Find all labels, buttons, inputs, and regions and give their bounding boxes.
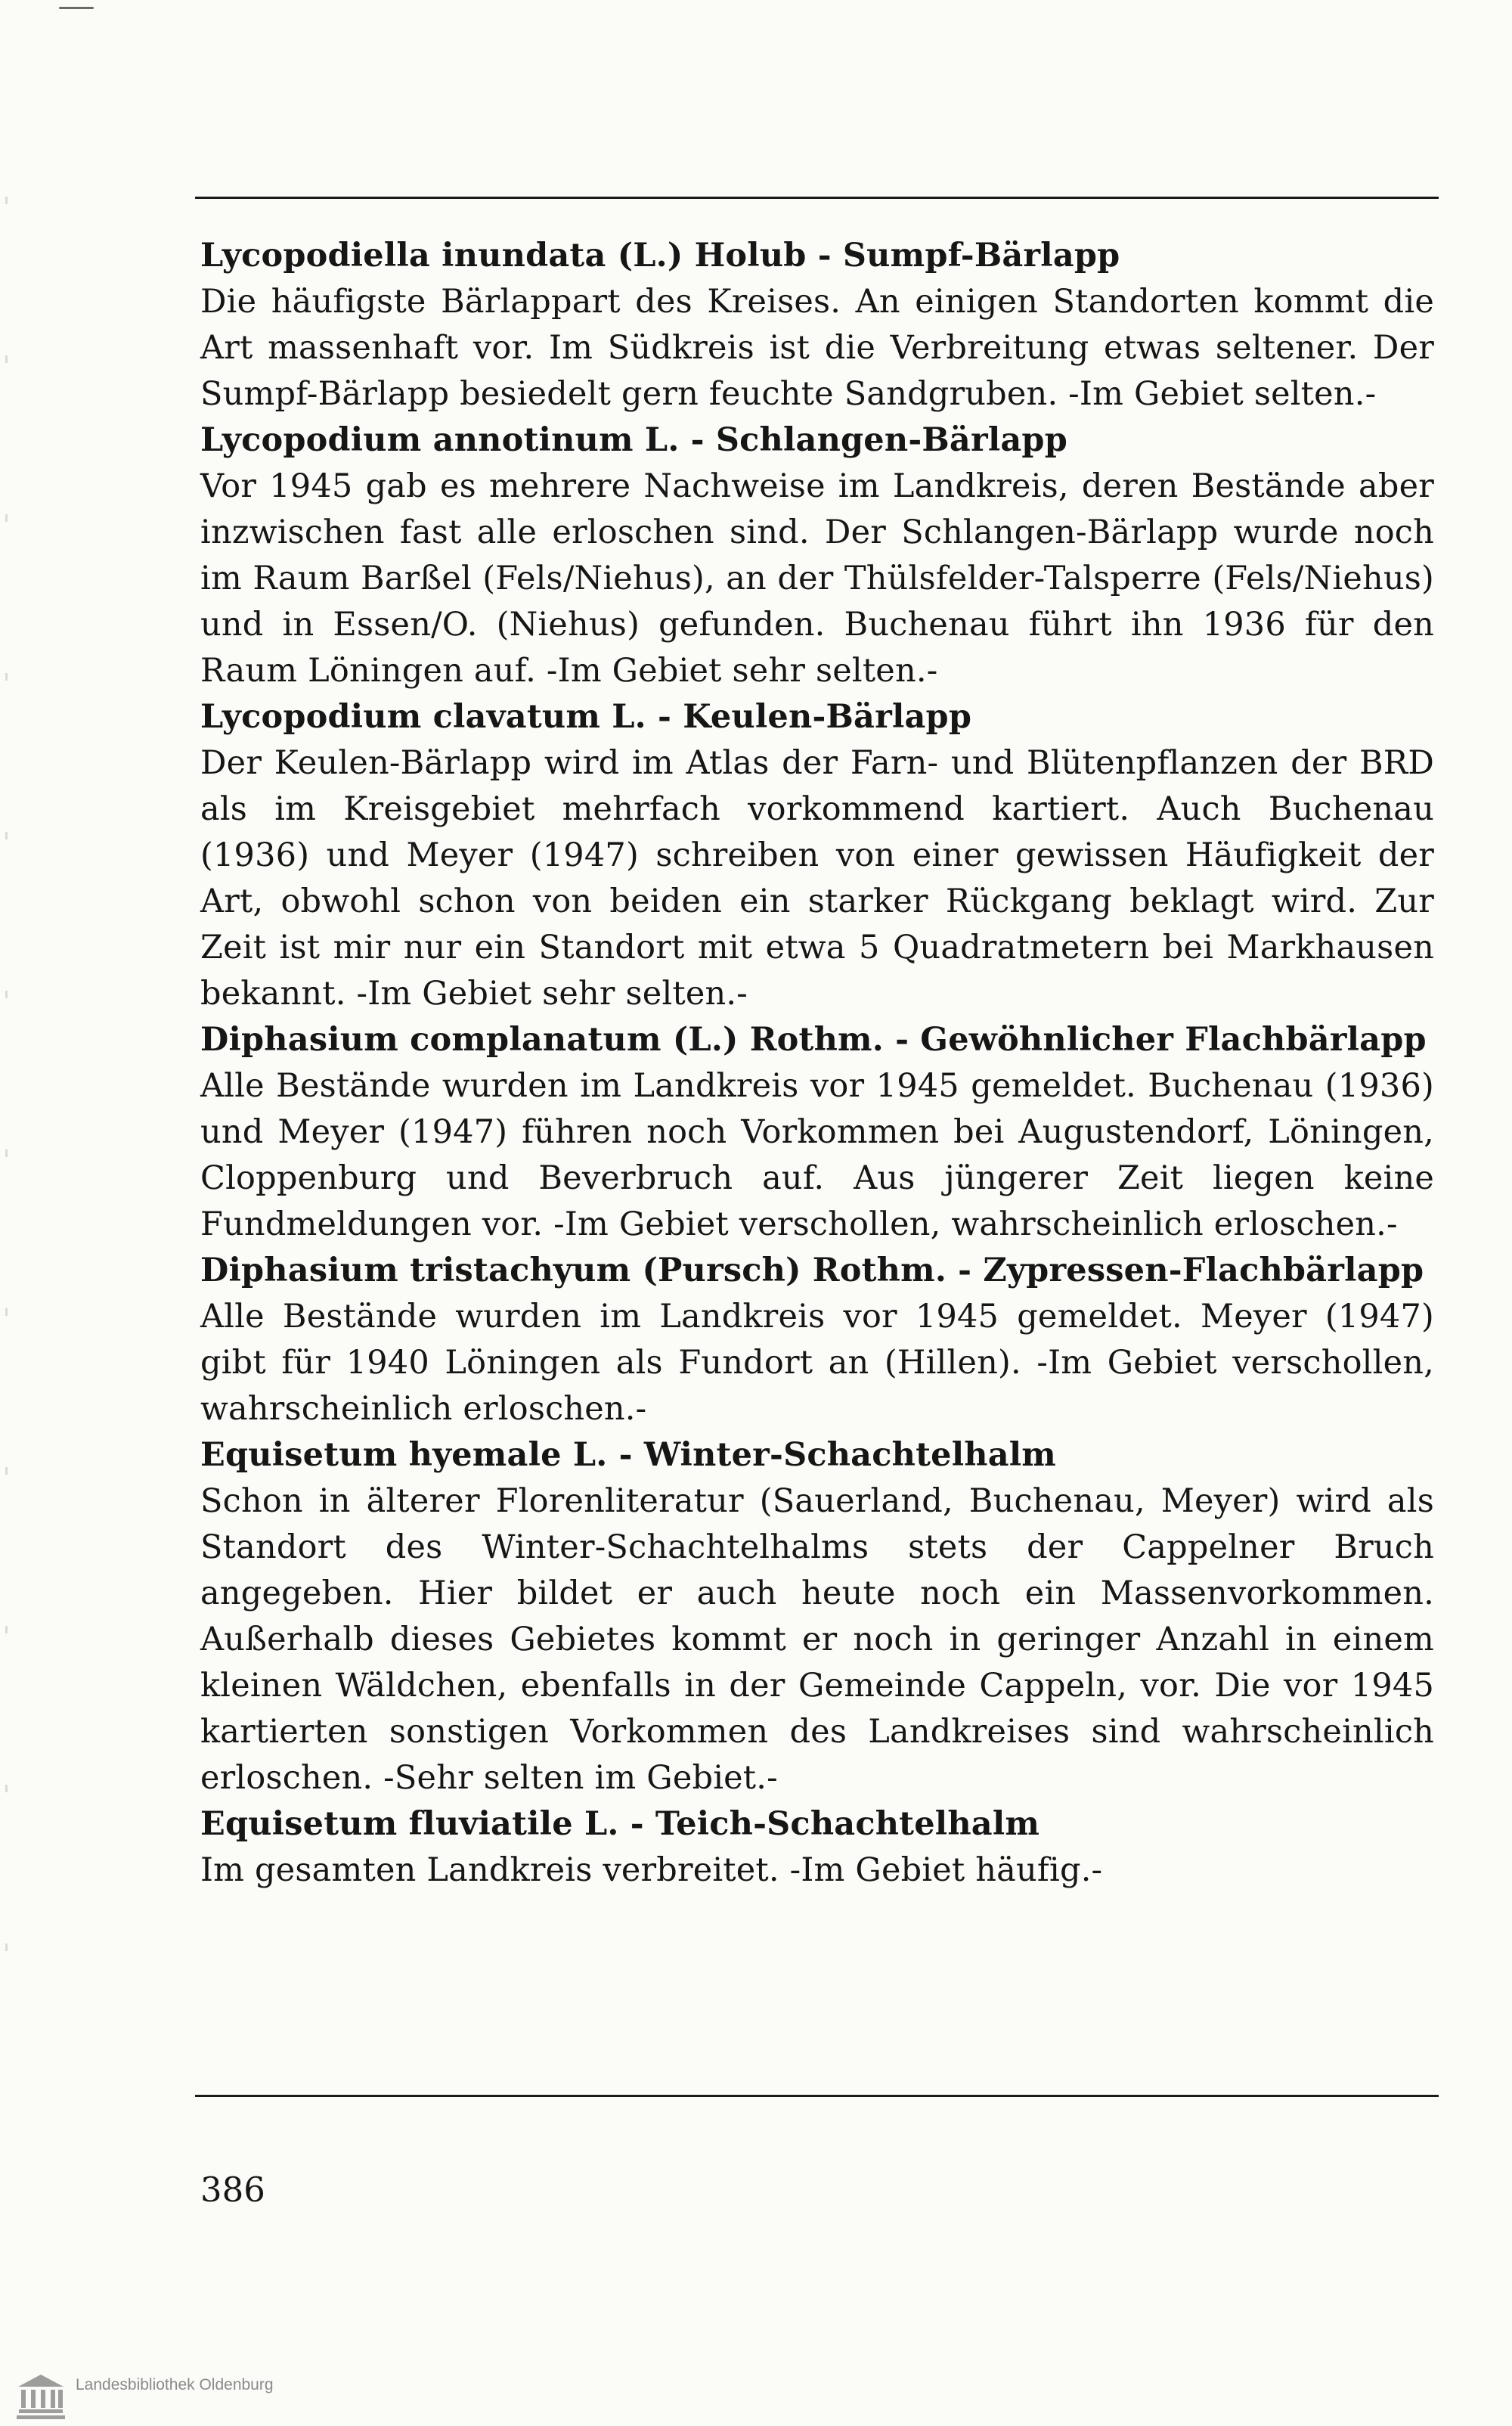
library-stamp xyxy=(17,2372,274,2420)
library-building-icon xyxy=(17,2372,65,2420)
species-entry-lycopodium-clavatum xyxy=(200,694,1434,1017)
scan-artifact-edge-marks xyxy=(5,197,8,2012)
species-heading: Equisetum fluviatile L. - Teich-Schachtelhalm xyxy=(200,1805,1040,1843)
species-body: Vor 1945 gab es mehrere Nachweise im Landkreis, deren Bestände aber inzwischen fast alle erloschen sind. Der Schlangen-Bärlapp wurde noch im Raum Barßel (Fels/Niehus), an der Thülsfelder-Talsperre (Fels/Niehus) und in Essen/O. (Niehus) gefunden. Buchenau führt ihn 1936 für den Raum Löningen auf. -Im Gebiet sehr selten.- xyxy=(200,467,1434,690)
species-body: Alle Bestände wurden im Landkreis vor 1945 gemeldet. Meyer (1947) gibt für 1940 Löningen als Fundort an (Hillen). -Im Gebiet verschollen, wahrscheinlich erloschen.- xyxy=(200,1298,1434,1428)
species-heading: Diphasium complanatum (L.) Rothm. - Gewöhnlicher Flachbärlapp xyxy=(200,1021,1427,1059)
bottom-rule xyxy=(195,2095,1439,2097)
species-body: Im gesamten Landkreis verbreitet. -Im Gebiet häufig.- xyxy=(200,1851,1103,1889)
species-entry-equisetum-hyemale xyxy=(200,1432,1434,1801)
species-entry-diphasium-tristachyum xyxy=(200,1248,1434,1432)
species-entry-lycopodium-annotinum xyxy=(200,417,1434,694)
species-body: Alle Bestände wurden im Landkreis vor 1945 gemeldet. Buchenau (1936) und Meyer (1947) führen noch Vorkommen bei Augustendorf, Löningen, Cloppenburg und Beverbruch auf. Aus jüngerer Zeit liegen keine Fundmeldungen vor. -Im Gebiet verschollen, wahrscheinlich erloschen.- xyxy=(200,1067,1434,1243)
top-rule xyxy=(195,197,1439,199)
species-body: Die häufigste Bärlappart des Kreises. An einigen Standorten kommt die Art massenhaft vor. Im Südkreis ist die Verbreitung etwas seltener. Der Sumpf-Bärlapp besiedelt gern feuchte Sandgruben. -Im Gebiet selten.- xyxy=(200,283,1434,413)
species-heading: Lycopodiella inundata (L.) Holub - Sumpf-Bärlapp xyxy=(200,237,1120,275)
species-heading: Lycopodium clavatum L. - Keulen-Bärlapp xyxy=(200,698,972,736)
species-heading: Equisetum hyemale L. - Winter-Schachtelhalm xyxy=(200,1436,1056,1474)
library-stamp-label: Landesbibliothek Oldenburg xyxy=(76,2376,274,2393)
species-entry-equisetum-fluviatile xyxy=(200,1801,1434,1894)
species-entry-diphasium-complanatum xyxy=(200,1017,1434,1248)
species-entry-lycopodiella-inundata xyxy=(200,233,1434,417)
species-heading: Lycopodium annotinum L. - Schlangen-Bärlapp xyxy=(200,421,1067,459)
species-heading: Diphasium tristachyum (Pursch) Rothm. - Zypressen-Flachbärlapp xyxy=(200,1252,1424,1289)
text-column xyxy=(200,233,1434,1894)
species-body: Der Keulen-Bärlapp wird im Atlas der Farn- und Blütenpflanzen der BRD als im Kreisgebiet mehrfach vorkommend kartiert. Auch Buchenau (1936) und Meyer (1947) schreiben von einer gewissen Häufigkeit der Art, obwohl schon von beiden ein starker Rückgang beklagt wird. Zur Zeit ist mir nur ein Standort mit etwa 5 Quadratmetern bei Markhausen bekannt. -Im Gebiet sehr selten.- xyxy=(200,744,1434,1013)
scan-artifact-dash xyxy=(59,7,94,9)
page-number: 386 xyxy=(200,2170,265,2210)
species-body: Schon in älterer Florenliteratur (Sauerland, Buchenau, Meyer) wird als Standort des Winter-Schachtelhalms stets der Cappelner Bruch angegeben. Hier bildet er auch heute noch ein Massenvorkommen. Außerhalb dieses Gebietes kommt er noch in geringer Anzahl in einem kleinen Wäldchen, ebenfalls in der Gemeinde Cappeln, vor. Die vor 1945 kartierten sonstigen Vorkommen des Landkreises sind wahrscheinlich erloschen. -Sehr selten im Gebiet.- xyxy=(200,1482,1434,1797)
